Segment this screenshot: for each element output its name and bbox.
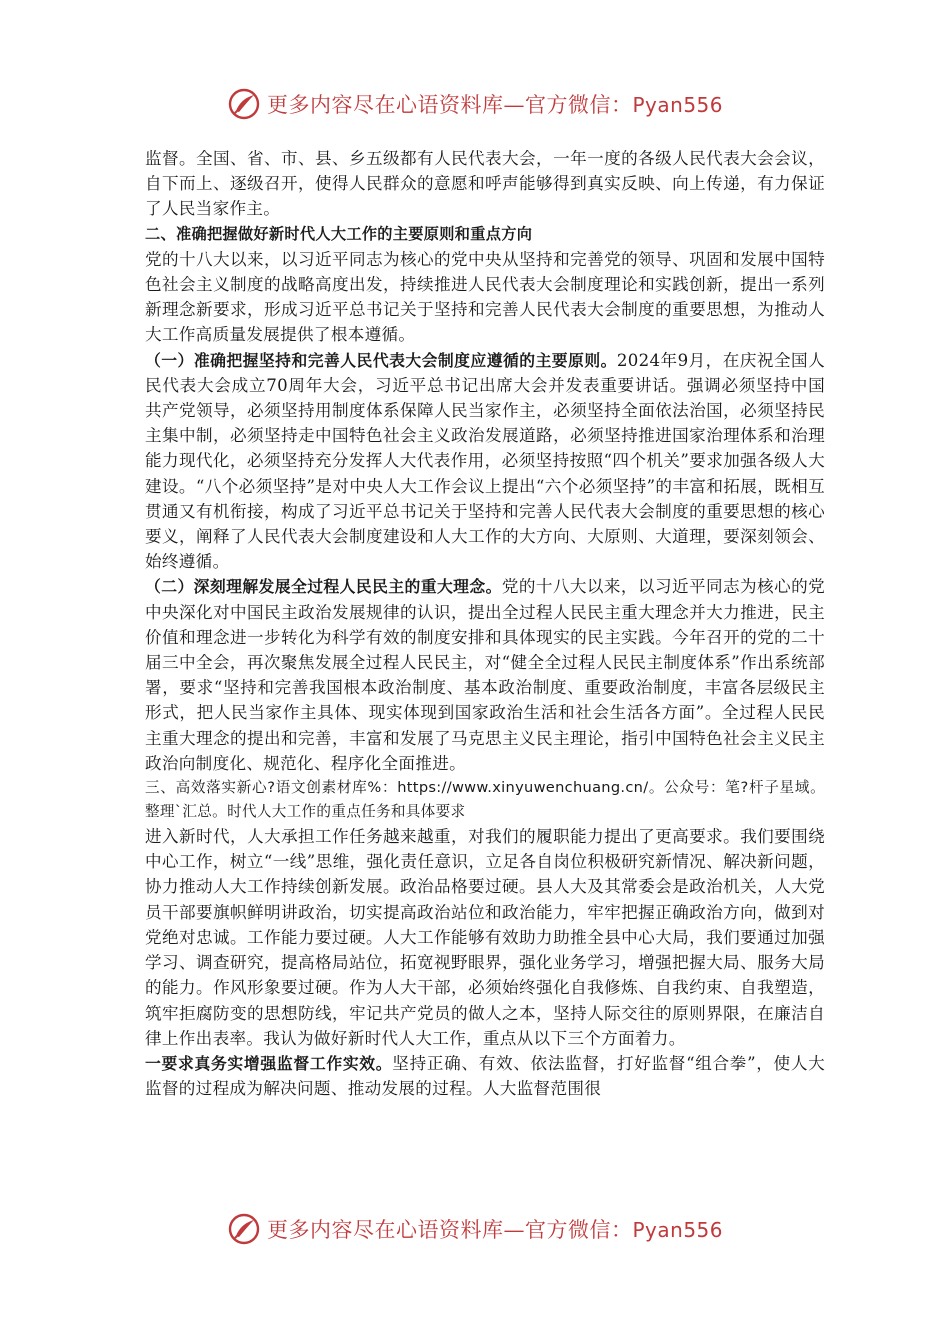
footer-watermark-banner xyxy=(0,1207,950,1251)
banner-text: 更多内容尽在心语资料库—官方微信：Pyan556 xyxy=(266,1218,723,1242)
document-body xyxy=(145,146,825,1101)
section-heading-3: 三、高效落实新心?语文创素材库%：https://www.xinyuwenchuang.cn/。公众号：笔?杆子星域。整理`汇总。时代人大工作的重点任务和具体要求 xyxy=(145,779,825,821)
paragraph: 监督。全国、省、市、县、乡五级都有人民代表大会，一年一度的各级人民代表大会会议，自下而上、逐级召开，使得人民群众的意愿和呼声能够得到真实反映、向上传递，有力保证了人民当家作主。 xyxy=(145,149,825,219)
paragraph-text: 坚持正确、有效、依法监督，打好监督“组合拳”，使人大监督的过程成为解决问题、推动发展的过程。人大监督范围很 xyxy=(145,1053,825,1099)
banner-handle: Pyan556 xyxy=(632,1218,723,1242)
paragraph: 党的十八大以来，以习近平同志为核心的党中央从坚持和完善党的领导、巩固和发展中国特色社会主义制度的战略高度出发，持续推进人民代表大会制度理论和实践创新，提出一系列新理念新要求，形成习近平总书记关于坚持和完善人民代表大会制度的重要思想，为推动人大工作高质量发展提供了根本遵循。 xyxy=(145,249,825,345)
brush-logo-icon xyxy=(227,87,261,121)
paragraph-text: 2024年9月，在庆祝全国人民代表大会成立70周年大会，习近平总书记出席大会并发表重要讲话。强调必须坚持中国共产党领导，必须坚持用制度体系保障人民当家作主，必须坚持全面依法治国，必须坚持民主集中制，必须坚持走中国特色社会主义政治发展道路，必须坚持推进国家治理体系和治理能力现代化，必须坚持充分发挥人大代表作用，必须坚持按照“四个机关”要求加强各级人大建设。“八个必须坚持”是对中央人大工作会议上提出“六个必须坚持”的丰富和拓展，既相互贯通又有机衔接，构成了习近平总书记关于坚持和完善人民代表大会制度的重要思想的核心要义，阐释了人民代表大会制度建设和人大工作的大方向、大原则、大道理，要深刻领会、始终遵循。 xyxy=(145,350,825,572)
brush-logo-icon xyxy=(227,1212,261,1246)
paragraph xyxy=(145,574,825,776)
subheading-2: （二）深刻理解发展全过程人民民主的重大理念。 xyxy=(145,577,502,597)
header-watermark-banner xyxy=(0,82,950,126)
subheading-3: 一要求真务实增强监督工作实效。 xyxy=(145,1053,393,1073)
banner-handle: Pyan556 xyxy=(632,93,723,117)
paragraph xyxy=(145,348,825,575)
section-heading-2: 二、准确把握做好新时代人大工作的主要原则和重点方向 xyxy=(145,224,533,243)
banner-text: 更多内容尽在心语资料库—官方微信：Pyan556 xyxy=(266,93,723,117)
paragraph-text: 党的十八大以来，以习近平同志为核心的党中央深化对中国民主政治发展规律的认识，提出全过程人民民主重大理念并大力推进，民主价值和理念进一步转化为科学有效的制度安排和具体现实的民主实践。今年召开的党的二十届三中全会，再次聚焦发展全过程人民民主，对“健全全过程人民民主制度体系”作出系统部署，要求“坚持和完善我国根本政治制度、基本政治制度、重要政治制度，丰富各层级民主形式，把人民当家作主具体、现实体现到国家政治生活和社会生活各方面”。全过程人民民主重大理念的提出和完善，丰富和发展了马克思主义民主理论，指引中国特色社会主义民主政治向制度化、规范化、程序化全面推进。 xyxy=(145,577,826,773)
subheading-1: （一）准确把握坚持和完善人民代表大会制度应遵循的主要原则。 xyxy=(145,350,617,370)
paragraph: 进入新时代，人大承担工作任务越来越重，对我们的履职能力提出了更高要求。我们要围绕中心工作，树立“一线”思维，强化责任意识，立足各自岗位积极研究新情况、解决新问题，协力推动人大工作持续创新发展。政治品格要过硬。县人大及其常委会是政治机关，人大党员干部要旗帜鲜明讲政治，切实提高政治站位和政治能力，牢牢把握正确政治方向，做到对党绝对忠诚。工作能力要过硬。人大工作能够有效助力助推全县中心大局，我们要通过加强学习、调查研究，提高格局站位，拓宽视野眼界，强化业务学习，增强把握大局、服务大局的能力。作风形象要过硬。作为人大干部，必须始终强化自我修炼、自我约束、自我塑造，筑牢拒腐防变的思想防线，牢记共产党员的做人之本，坚持人际交往的原则界限，在廉洁自律上作出表率。我认为做好新时代人大工作，重点从以下三个方面着力。 xyxy=(145,827,825,1048)
paragraph xyxy=(145,1051,825,1101)
